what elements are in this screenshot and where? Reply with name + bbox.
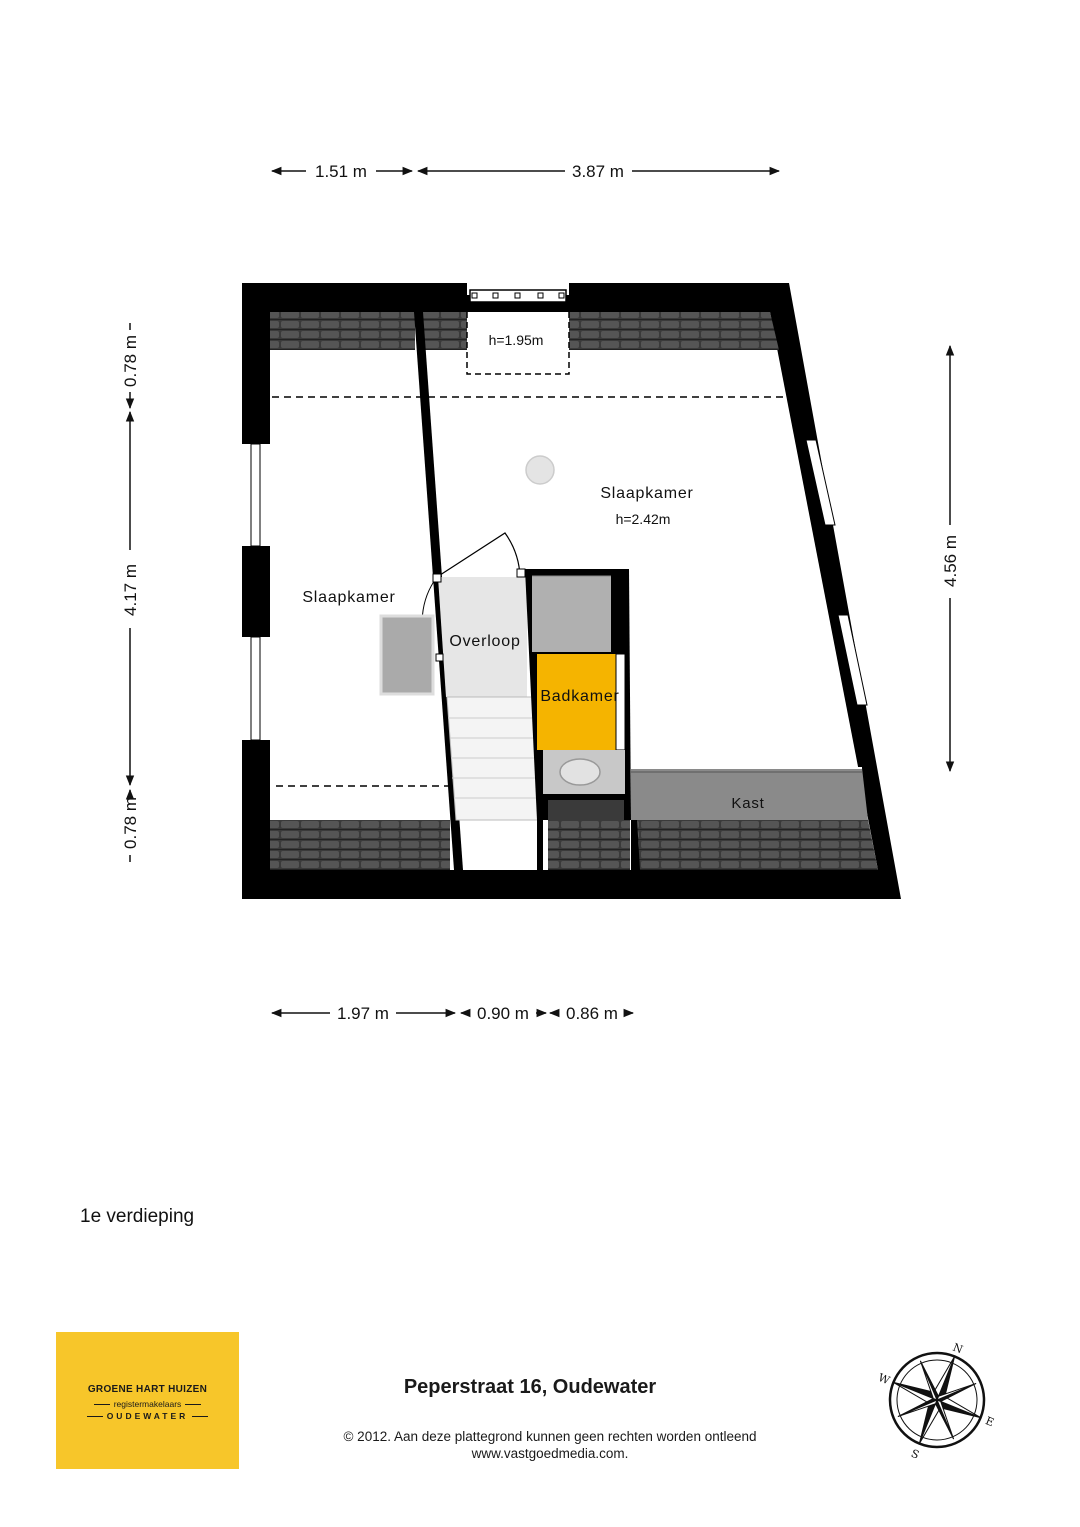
ceiling-light <box>526 456 554 484</box>
dim-top-left: 1.51 m <box>315 162 367 181</box>
dimension-left <box>121 323 140 862</box>
room-badkamer: Badkamer <box>540 688 620 705</box>
room-overloop: Overloop <box>449 633 521 650</box>
room-height-label: h=2.42m <box>615 511 671 527</box>
property-address: Peperstraat 16, Oudewater <box>403 1376 657 1398</box>
floor-label: 1e verdieping <box>80 1206 195 1227</box>
room-kast: Kast <box>731 795 765 812</box>
staircase <box>447 697 540 820</box>
shower-area <box>532 576 611 652</box>
dimension-right <box>941 346 960 771</box>
room-slaapkamer-right: Slaapkamer <box>600 485 694 502</box>
dim-left-bottom: 0.78 m <box>121 797 140 849</box>
roof-tiles-bottom-mid <box>548 820 630 870</box>
logo-line-3: OUDEWATER <box>56 1411 239 1421</box>
dimension-bottom <box>272 1004 633 1023</box>
compass-w: W <box>876 1370 892 1388</box>
compass-e: E <box>983 1414 996 1430</box>
dim-top-right: 3.87 m <box>572 162 624 181</box>
roof-tiles-top-right <box>569 312 779 350</box>
agency-logo <box>56 1332 239 1469</box>
dim-right: 4.56 m <box>941 535 960 587</box>
dim-bottom-2: 0.90 m <box>477 1004 529 1023</box>
sink <box>560 759 600 785</box>
dim-bottom-1: 1.97 m <box>337 1004 389 1023</box>
roof-hatch <box>381 616 433 694</box>
compass-s: S <box>909 1446 922 1462</box>
copyright-notice <box>300 1428 800 1462</box>
dim-left-middle: 4.17 m <box>121 564 140 616</box>
logo-line-1: GROENE HART HUIZEN <box>87 1384 208 1395</box>
logo-line-2: registermakelaars <box>56 1399 239 1409</box>
copyright-line-2: www.vastgoedmedia.com. <box>471 1446 629 1461</box>
dim-bottom-3: 0.86 m <box>566 1004 618 1023</box>
dormer-height-label: h=1.95m <box>488 332 544 348</box>
roof-tiles-bottom-left <box>270 820 450 870</box>
compass-n: N <box>950 1340 965 1357</box>
copyright-line-1: © 2012. Aan deze plattegrond kunnen geen rechten worden ontleend <box>343 1429 757 1444</box>
compass-icon <box>855 1319 1017 1483</box>
room-slaapkamer-left: Slaapkamer <box>302 589 396 606</box>
roof-tiles-top-mid <box>419 312 467 350</box>
roof-tiles-bottom-right <box>637 820 878 870</box>
dim-left-top: 0.78 m <box>121 335 140 387</box>
dimension-top <box>272 162 779 181</box>
roof-tiles-top-left <box>270 312 415 350</box>
kast-area <box>631 768 868 820</box>
